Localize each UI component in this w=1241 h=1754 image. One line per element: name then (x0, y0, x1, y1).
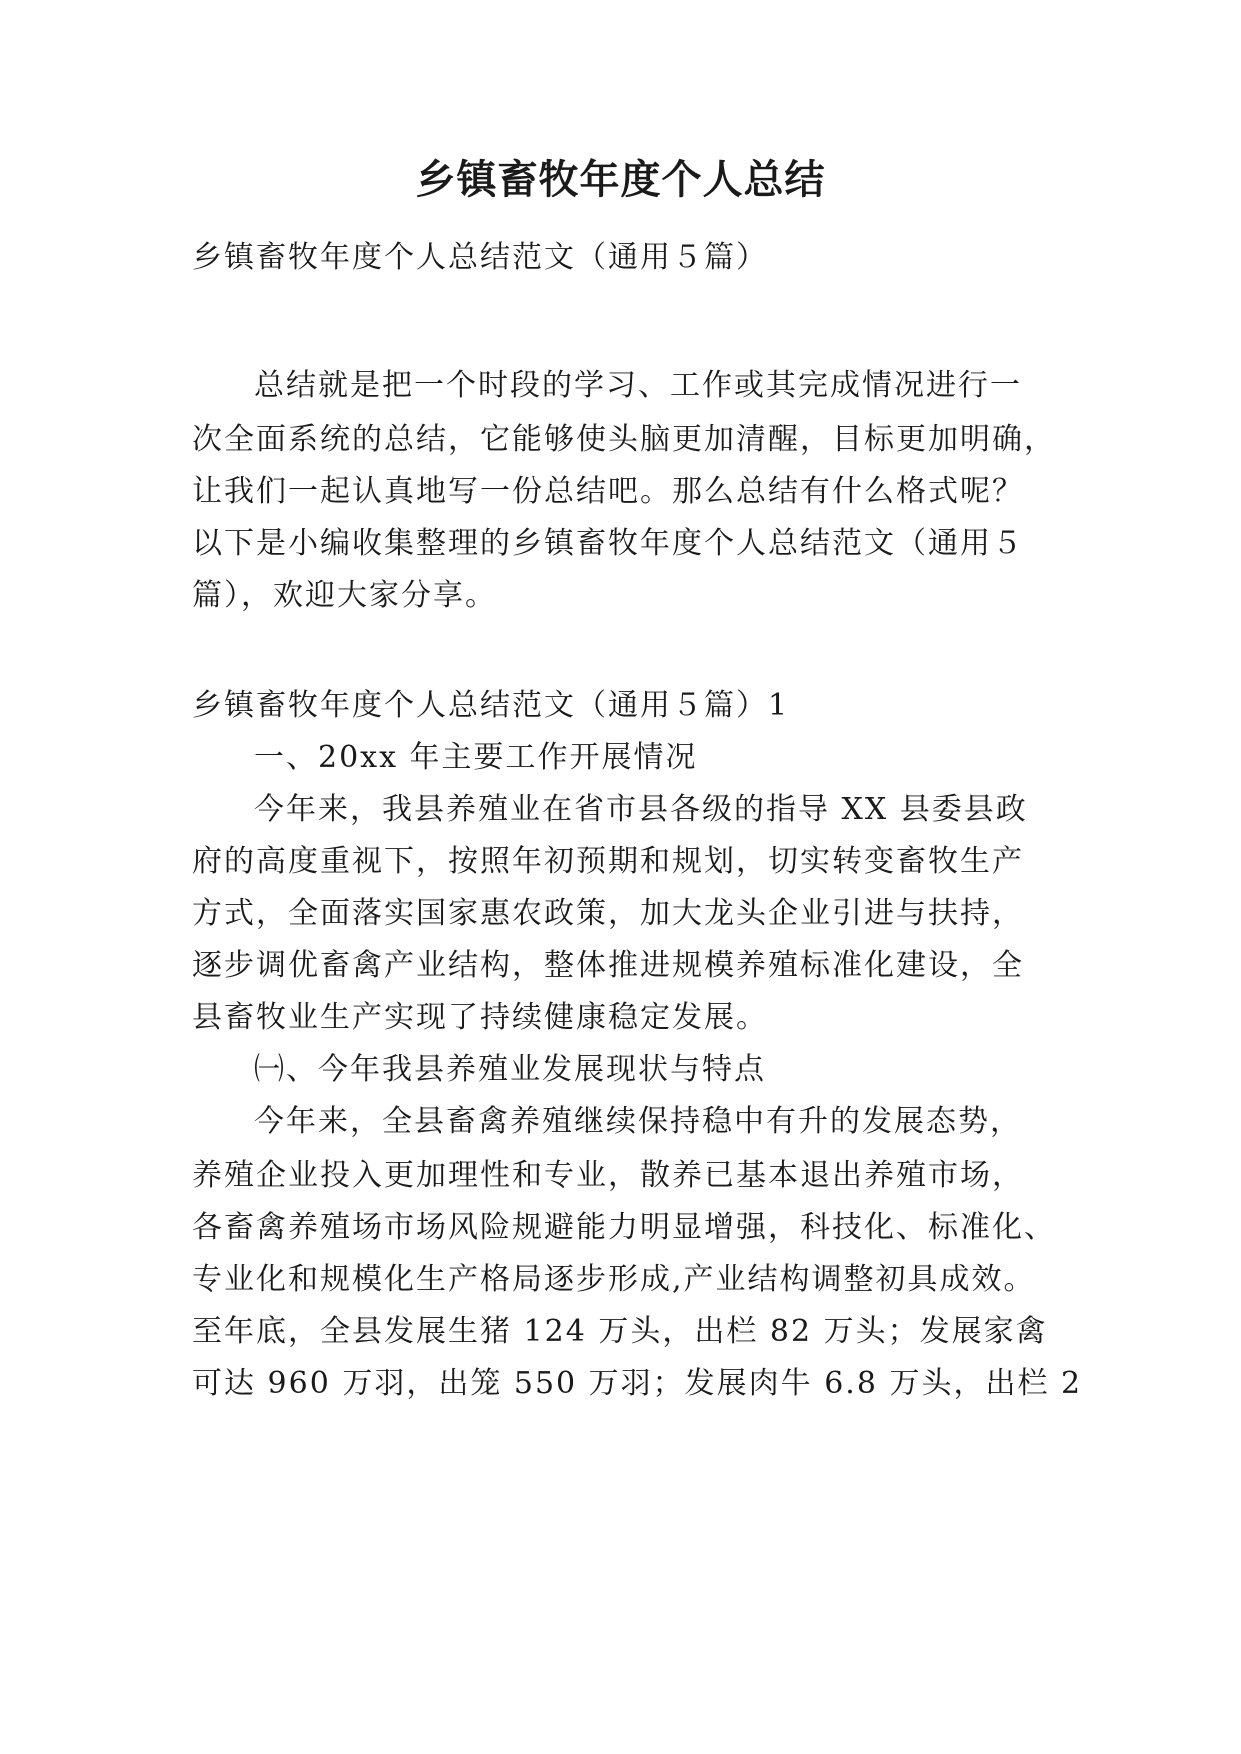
intro-line: 以下是小编收集整理的乡镇畜牧年度个人总结范文（通用５ (192, 526, 1024, 561)
paragraph-line: 逐步调优畜禽产业结构，整体推进规模养殖标准化建设，全 (192, 948, 1024, 983)
intro-line: 篇），欢迎大家分享。 (192, 578, 497, 613)
document-title: 乡镇畜牧年度个人总结 (415, 157, 826, 203)
paragraph-line: 府的高度重视下，按照年初预期和规划，切实转变畜牧生产 (192, 844, 1024, 879)
paragraph-line: 各畜禽养殖场市场风险规避能力明显增强，科技化、标准化、 (192, 1210, 1056, 1245)
heading-2: ㈠、今年我县养殖业发展现状与特点 (254, 1052, 766, 1087)
paragraph-line: 养殖企业投入更加理性和专业，散养已基本退出养殖市场， (192, 1158, 1024, 1193)
document-subtitle: 乡镇畜牧年度个人总结范文（通用５篇） (192, 240, 768, 275)
intro-line: 总结就是把一个时段的学习、工作或其完成情况进行一 (254, 368, 1022, 403)
paragraph-line: 至年底，全县发展生猪 124 万头，出栏 82 万头；发展家禽 (192, 1314, 1048, 1349)
section-heading: 乡镇畜牧年度个人总结范文（通用５篇）1 (192, 688, 790, 723)
paragraph-line: 可达 960 万羽，出笼 550 万羽；发展肉牛 6.8 万头，出栏 2 (192, 1366, 1083, 1401)
intro-line: 让我们一起认真地写一份总结吧。那么总结有什么格式呢？ (192, 474, 1024, 509)
paragraph-line: 今年来，全县畜禽养殖继续保持稳中有升的发展态势， (254, 1104, 1022, 1139)
paragraph-line: 专业化和规模化生产格局逐步形成,产业结构调整初具成效。 (192, 1262, 1036, 1297)
paragraph-line: 方式，全面落实国家惠农政策，加大龙头企业引进与扶持， (192, 896, 1024, 931)
paragraph-line: 今年来，我县养殖业在省市县各级的指导 XX 县委县政 (254, 792, 1028, 827)
heading-1: 一、20xx 年主要工作开展情况 (254, 740, 698, 775)
paragraph-line: 县畜牧业生产实现了持续健康稳定发展。 (192, 1000, 768, 1035)
intro-line: 次全面系统的总结，它能够使头脑更加清醒，目标更加明确， (192, 422, 1056, 457)
